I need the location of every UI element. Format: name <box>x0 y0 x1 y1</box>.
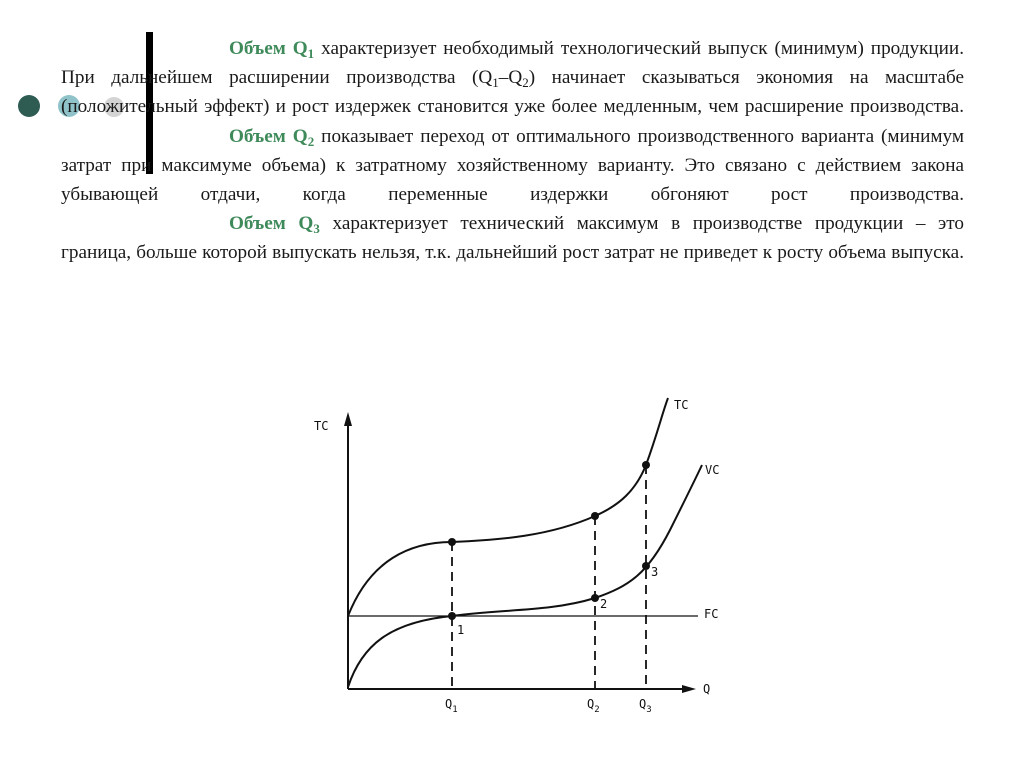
tc-point-q3 <box>642 461 650 469</box>
x-tick-q1: $Q_1$ <box>445 697 458 715</box>
vc-point-2 <box>591 594 599 602</box>
tc-curve-label: TC <box>674 398 689 412</box>
x-axis-arrow <box>682 685 696 693</box>
point-label-2: 2 <box>600 597 608 611</box>
x-tick-q3: $Q_3$ <box>639 697 652 715</box>
heading-q2: Объем $Q_2$ <box>229 125 315 149</box>
point-label-3: 3 <box>651 565 659 579</box>
body-text <box>61 34 964 268</box>
vc-point-1 <box>448 612 456 620</box>
vc-curve-label: VC <box>705 463 720 477</box>
point-label-1: 1 <box>457 623 465 637</box>
x-axis-label: Q <box>703 682 711 696</box>
decorative-dot-dark <box>18 95 40 117</box>
vc-curve <box>348 465 702 687</box>
paragraph-q3: Объем $Q_3$ характеризует технический максимум в производстве продукции – это граница, больше которой выпускать нельзя, т.к. дальнейший рост затрат не приведет к росту объема выпуска. <box>61 213 964 264</box>
cost-curves-diagram <box>300 390 730 725</box>
y-axis-label: TC <box>314 419 329 433</box>
tc-point-q2 <box>591 512 599 520</box>
y-axis-arrow <box>344 412 352 426</box>
tc-curve <box>348 398 668 616</box>
heading-q1: Объем $Q_1$ <box>229 38 315 61</box>
tc-point-q1 <box>448 538 456 546</box>
paragraph-q1: Объем $Q_1$ характеризует необходимый технологический выпуск (минимум) продукции. При дальнейшем расширении производства $(Q_1-Q_2)$ начинает сказываться экономия на масштабе (положительный эффект) и рост издержек становится уже более медленным, чем расширение производства. <box>61 38 964 118</box>
heading-q3: Объем $Q_3$ <box>229 213 320 237</box>
fc-curve-label: FC <box>704 607 719 621</box>
x-tick-q2: $Q_2$ <box>587 697 600 715</box>
vc-point-3 <box>642 562 650 570</box>
paragraph-q2: Объем $Q_2$ показывает переход от оптимального производственного варианта (минимум затрат при максимуме объема) к затратному хозяйственному варианту. Это связано с действием закона убывающей отдачи, когда переменные издержки обгоняют рост производства. <box>61 125 965 206</box>
